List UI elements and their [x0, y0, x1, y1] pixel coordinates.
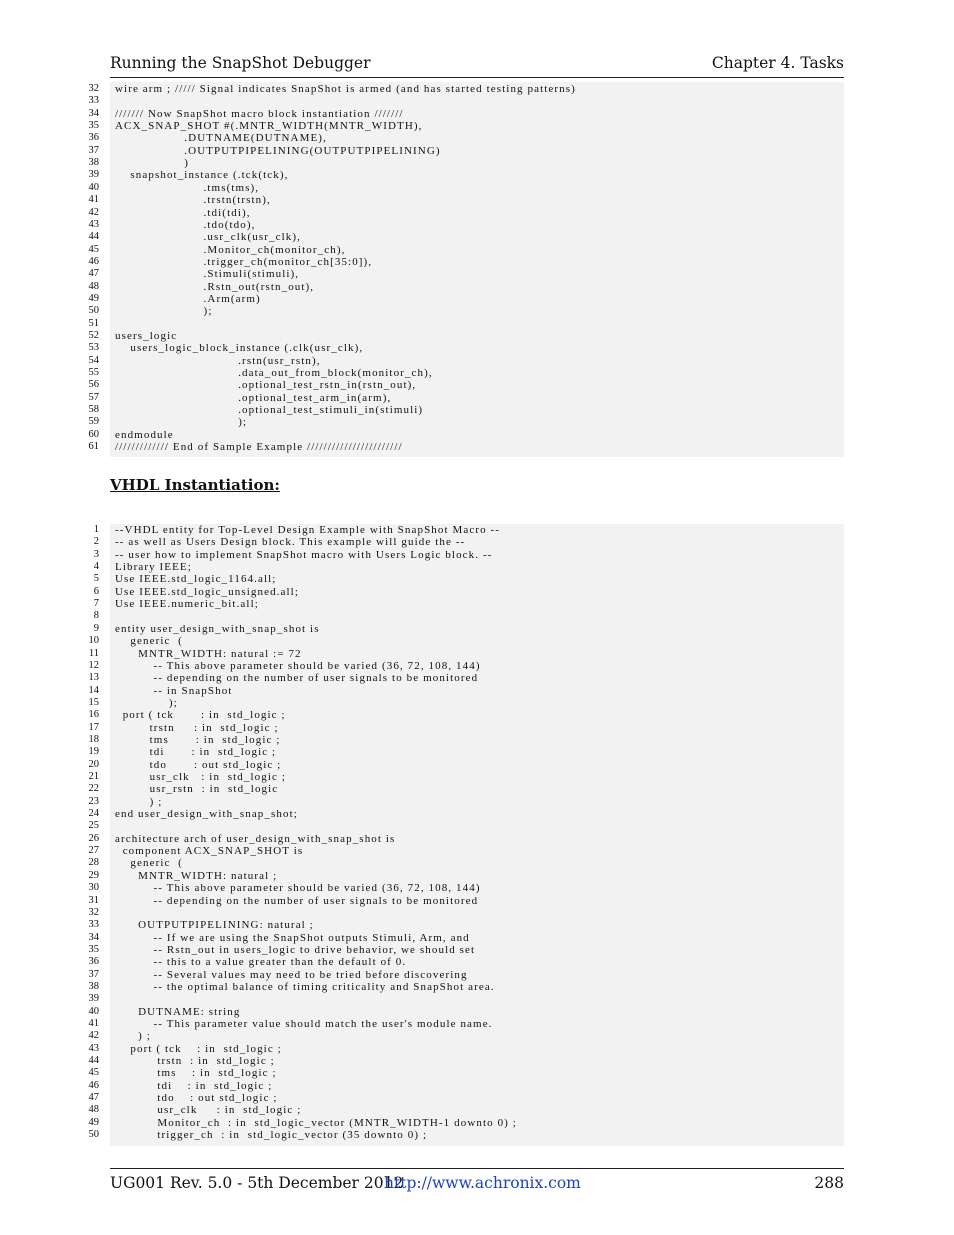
code-line — [85, 441, 844, 453]
line-number: 33 — [88, 919, 99, 931]
code-line — [85, 318, 844, 330]
line-number: 25 — [88, 820, 99, 832]
line-text: tdi : in std_logic ; — [115, 746, 277, 759]
line-text: .Arm(arm) — [115, 292, 261, 305]
code-line — [85, 561, 844, 573]
code-line — [85, 573, 844, 585]
line-text: MNTR_WIDTH: natural := 72 — [115, 647, 302, 660]
line-text: -- the optimal balance of timing criticality and SnapShot area. — [115, 980, 495, 993]
line-number: 32 — [88, 83, 99, 94]
line-text: .tdo(tdo), — [115, 218, 256, 231]
line-text: wire arm ; ///// Signal indicates SnapShot is armed (and has started testing patterns) — [115, 83, 576, 95]
code-line — [85, 907, 844, 919]
code-line — [85, 993, 844, 1005]
line-number: 50 — [88, 305, 99, 317]
code-line — [85, 734, 844, 746]
code-line — [85, 660, 844, 672]
line-number: 39 — [88, 169, 99, 181]
line-number: 38 — [88, 157, 99, 169]
line-number: 58 — [88, 404, 99, 416]
code-line — [85, 586, 844, 598]
line-number: 29 — [88, 869, 99, 881]
code-line — [85, 1104, 844, 1116]
line-number: 57 — [88, 391, 99, 403]
line-number: 11 — [88, 647, 99, 659]
line-text: .optional_test_stimuli_in(stimuli) — [115, 404, 424, 417]
line-number: 23 — [88, 795, 99, 807]
code-line — [85, 1067, 844, 1079]
code-line — [85, 672, 844, 684]
line-text: -- If we are using the SnapShot outputs Stimuli, Arm, and — [115, 931, 470, 944]
line-number: 44 — [88, 231, 99, 243]
line-text: ACX_SNAP_SHOT #(.MNTR_WIDTH(MNTR_WIDTH), — [115, 120, 423, 133]
line-text: .optional_test_arm_in(arm), — [115, 391, 392, 404]
line-number: 18 — [88, 733, 99, 745]
code-line — [85, 932, 844, 944]
code-line — [85, 1055, 844, 1067]
line-text: tdi : in std_logic ; — [115, 1079, 273, 1092]
line-number: 61 — [88, 441, 99, 453]
line-number: 55 — [88, 367, 99, 379]
line-number: 40 — [88, 181, 99, 193]
line-number: 21 — [88, 771, 99, 782]
footer-rule — [110, 1168, 844, 1169]
line-number: 32 — [88, 906, 99, 918]
line-text: --VHDL entity for Top-Level Design Example with SnapShot Macro -- — [115, 524, 501, 536]
line-text: .data_out_from_block(monitor_ch), — [115, 367, 433, 380]
line-number: 19 — [88, 746, 99, 758]
line-text: component ACX_SNAP_SHOT is — [115, 845, 304, 858]
header-title: Running the SnapShot Debugger — [110, 54, 371, 72]
line-number: 31 — [88, 894, 99, 906]
line-number: 22 — [88, 783, 99, 795]
line-number: 56 — [88, 379, 99, 391]
line-text: ) — [115, 157, 190, 170]
line-number: 59 — [88, 416, 99, 428]
code-line — [85, 956, 844, 968]
line-text: .trstn(trstn), — [115, 194, 271, 207]
code-line — [85, 108, 844, 120]
line-number: 20 — [88, 758, 99, 770]
line-text: .optional_test_rstn_in(rstn_out), — [115, 379, 417, 392]
line-number: 37 — [88, 144, 99, 156]
line-number: 14 — [88, 684, 99, 696]
code-line — [85, 623, 844, 635]
line-number: 47 — [88, 1092, 99, 1104]
code-line — [85, 367, 844, 379]
line-number: 41 — [88, 1018, 99, 1029]
line-text: .trigger_ch(monitor_ch[35:0]), — [115, 255, 373, 268]
line-text: -- This above parameter should be varied (36, 72, 108, 144) — [115, 659, 481, 672]
code-line — [85, 969, 844, 981]
line-text: MNTR_WIDTH: natural ; — [115, 869, 278, 882]
line-text: ); — [115, 305, 213, 318]
line-text: .Monitor_ch(monitor_ch), — [115, 243, 346, 256]
page-header — [110, 54, 844, 76]
line-number: 53 — [88, 342, 99, 354]
page-number: 288 — [814, 1174, 844, 1192]
code-line — [85, 416, 844, 428]
code-line — [85, 796, 844, 808]
line-number: 33 — [88, 95, 99, 107]
code-line — [85, 944, 844, 956]
code-line — [85, 820, 844, 832]
line-number: 28 — [88, 857, 99, 869]
code-line — [85, 746, 844, 758]
line-text: port ( tck : in std_logic ; — [115, 709, 286, 722]
line-text: -- as well as Users Design block. This example will guide the -- — [115, 536, 466, 549]
line-number: 16 — [88, 709, 99, 721]
line-text: trstn : in std_logic ; — [115, 721, 279, 734]
line-text: .Rstn_out(rstn_out), — [115, 280, 315, 293]
line-number: 5 — [93, 573, 99, 585]
code-line — [85, 169, 844, 181]
line-number: 48 — [88, 280, 99, 292]
line-text: .tdi(tdi), — [115, 206, 251, 219]
line-number: 36 — [88, 132, 99, 144]
line-number: 45 — [88, 243, 99, 255]
code-line — [85, 219, 844, 231]
code-line — [85, 305, 844, 317]
line-text: tdo : out std_logic ; — [115, 1092, 278, 1105]
line-number: 50 — [88, 1129, 99, 1141]
code-line — [85, 1080, 844, 1092]
footer-link[interactable]: http://www.achronix.com — [384, 1174, 581, 1192]
code-line — [85, 722, 844, 734]
line-text: -- user how to implement SnapShot macro with Users Logic block. -- — [115, 548, 493, 561]
code-line — [85, 919, 844, 931]
line-text: -- depending on the number of user signals to be monitored — [115, 894, 479, 907]
code-line — [85, 895, 844, 907]
code-line — [85, 536, 844, 548]
code-line — [85, 759, 844, 771]
code-line — [85, 392, 844, 404]
code-line — [85, 404, 844, 416]
line-text: .tms(tms), — [115, 181, 260, 194]
code-line — [85, 182, 844, 194]
code-line — [85, 1092, 844, 1104]
code-line — [85, 1043, 844, 1055]
line-number: 49 — [88, 1116, 99, 1128]
code-line — [85, 1018, 844, 1030]
code-line — [85, 808, 844, 820]
line-text: ) ; — [115, 795, 163, 808]
line-text: OUTPUTPIPELINING: natural ; — [115, 919, 314, 932]
line-text: .OUTPUTPIPELINING(OUTPUTPIPELINING) — [115, 144, 441, 157]
code-line — [85, 231, 844, 243]
line-number: 38 — [88, 980, 99, 992]
line-text: ); — [115, 416, 248, 429]
line-text: ///////////// End of Sample Example /////////////////////// — [115, 441, 403, 454]
line-number: 9 — [93, 622, 99, 634]
code-line — [85, 256, 844, 268]
line-text: usr_rstn : in std_logic — [115, 783, 279, 796]
line-number: 13 — [88, 672, 99, 684]
line-number: 12 — [88, 659, 99, 671]
code-line — [85, 870, 844, 882]
code-line — [85, 783, 844, 795]
line-number: 54 — [88, 354, 99, 366]
line-number: 60 — [88, 428, 99, 440]
line-number: 35 — [88, 120, 99, 132]
code-line — [85, 293, 844, 305]
line-text: /////// Now SnapShot macro block instantiation /////// — [115, 107, 404, 120]
line-text: usr_clk : in std_logic ; — [115, 771, 286, 783]
code-line — [85, 648, 844, 660]
line-number: 46 — [88, 255, 99, 267]
code-line — [85, 157, 844, 169]
code-line — [85, 83, 844, 95]
line-number: 34 — [88, 931, 99, 943]
line-number: 39 — [88, 993, 99, 1005]
line-number: 34 — [88, 107, 99, 119]
line-text: trstn : in std_logic ; — [115, 1055, 275, 1068]
line-text: usr_clk : in std_logic ; — [115, 1104, 302, 1117]
line-text: -- this to a value greater than the default of 0. — [115, 956, 407, 969]
line-text: .DUTNAME(DUTNAME), — [115, 132, 327, 145]
line-number: 37 — [88, 968, 99, 980]
line-number: 42 — [88, 1030, 99, 1042]
code-line — [85, 635, 844, 647]
line-number: 49 — [88, 292, 99, 304]
code-line — [85, 132, 844, 144]
line-text: ); — [115, 696, 178, 709]
line-text: -- depending on the number of user signals to be monitored — [115, 672, 479, 685]
line-text: ) ; — [115, 1030, 151, 1043]
line-text: Use IEEE.std_logic_unsigned.all; — [115, 585, 299, 598]
line-number: 1 — [93, 524, 99, 535]
line-text: tms : in std_logic ; — [115, 733, 281, 746]
line-text: Library IEEE; — [115, 561, 192, 574]
code-line — [85, 857, 844, 869]
code-line — [85, 207, 844, 219]
line-number: 27 — [88, 845, 99, 857]
line-number: 41 — [88, 194, 99, 206]
line-text: tms : in std_logic ; — [115, 1067, 277, 1080]
line-number: 6 — [93, 585, 99, 597]
line-text: -- Rstn_out in users_logic to drive behavior, we should set — [115, 943, 476, 956]
code-line — [85, 429, 844, 441]
line-number: 46 — [88, 1079, 99, 1091]
code-line — [85, 610, 844, 622]
line-text: DUTNAME: string — [115, 1005, 241, 1018]
line-text: -- in SnapShot — [115, 684, 233, 697]
line-number: 51 — [88, 317, 99, 329]
line-text: snapshot_instance (.tck(tck), — [115, 169, 289, 182]
line-number: 10 — [88, 635, 99, 647]
line-text: .usr_clk(usr_clk), — [115, 231, 301, 244]
line-number: 26 — [88, 832, 99, 844]
code-line — [85, 244, 844, 256]
line-text: generic ( — [115, 635, 183, 648]
code-line — [85, 833, 844, 845]
code-line — [85, 194, 844, 206]
line-number: 24 — [88, 808, 99, 820]
line-text: end user_design_with_snap_shot; — [115, 808, 298, 821]
line-text: port ( tck : in std_logic ; — [115, 1042, 282, 1055]
code-line — [85, 598, 844, 610]
code-line — [85, 1129, 844, 1141]
code-line — [85, 524, 844, 536]
line-text: users_logic_block_instance (.clk(usr_clk), — [115, 342, 364, 355]
line-number: 7 — [93, 598, 99, 610]
line-text: architecture arch of user_design_with_snap_shot is — [115, 832, 396, 845]
code-line — [85, 145, 844, 157]
line-number: 30 — [88, 882, 99, 894]
line-text: .Stimuli(stimuli), — [115, 268, 300, 281]
line-text: .rstn(usr_rstn), — [115, 354, 321, 367]
code-line — [85, 268, 844, 280]
section-heading: VHDL Instantiation: — [110, 476, 280, 494]
line-number: 8 — [93, 610, 99, 622]
line-number: 43 — [88, 218, 99, 230]
header-rule — [110, 77, 844, 78]
line-text: Monitor_ch : in std_logic_vector (MNTR_WIDTH-1 downto 0) ; — [115, 1116, 517, 1129]
code-line — [85, 355, 844, 367]
line-number: 3 — [93, 548, 99, 560]
line-text: Use IEEE.numeric_bit.all; — [115, 598, 259, 611]
code-line — [85, 120, 844, 132]
code-line — [85, 697, 844, 709]
line-text: -- This parameter value should match the user's module name. — [115, 1018, 493, 1030]
line-text: generic ( — [115, 857, 183, 870]
line-number: 52 — [88, 330, 99, 341]
code-line — [85, 1117, 844, 1129]
line-number: 15 — [88, 696, 99, 708]
line-text: -- Several values may need to be tried before discovering — [115, 968, 468, 981]
line-number: 17 — [88, 721, 99, 733]
line-number: 2 — [93, 536, 99, 548]
line-number: 4 — [93, 561, 99, 573]
line-number: 45 — [88, 1067, 99, 1079]
line-number: 44 — [88, 1055, 99, 1067]
code-line — [85, 981, 844, 993]
code-line — [85, 771, 844, 783]
code-line — [85, 1030, 844, 1042]
code-line — [85, 342, 844, 354]
line-text: -- This above parameter should be varied (36, 72, 108, 144) — [115, 882, 481, 895]
line-text: users_logic — [115, 330, 178, 342]
footer-revision: UG001 Rev. 5.0 - 5th December 2012 — [110, 1174, 404, 1192]
line-text: Use IEEE.std_logic_1164.all; — [115, 573, 277, 586]
line-number: 48 — [88, 1104, 99, 1116]
line-number: 35 — [88, 943, 99, 955]
line-number: 36 — [88, 956, 99, 968]
code-line — [85, 709, 844, 721]
code-line — [85, 685, 844, 697]
code-line — [85, 1006, 844, 1018]
line-number: 40 — [88, 1005, 99, 1017]
line-text: trigger_ch : in std_logic_vector (35 downto 0) ; — [115, 1129, 428, 1142]
code-line — [85, 845, 844, 857]
line-text: tdo : out std_logic ; — [115, 758, 282, 771]
line-number: 43 — [88, 1042, 99, 1054]
page-footer — [110, 1174, 844, 1196]
line-text: endmodule — [115, 428, 174, 441]
code-line — [85, 330, 844, 342]
code-line — [85, 95, 844, 107]
line-text: entity user_design_with_snap_shot is — [115, 622, 320, 635]
header-chapter: Chapter 4. Tasks — [711, 54, 844, 72]
code-line — [85, 379, 844, 391]
code-line — [85, 549, 844, 561]
code-line — [85, 281, 844, 293]
line-number: 42 — [88, 206, 99, 218]
line-number: 47 — [88, 268, 99, 280]
code-line — [85, 882, 844, 894]
